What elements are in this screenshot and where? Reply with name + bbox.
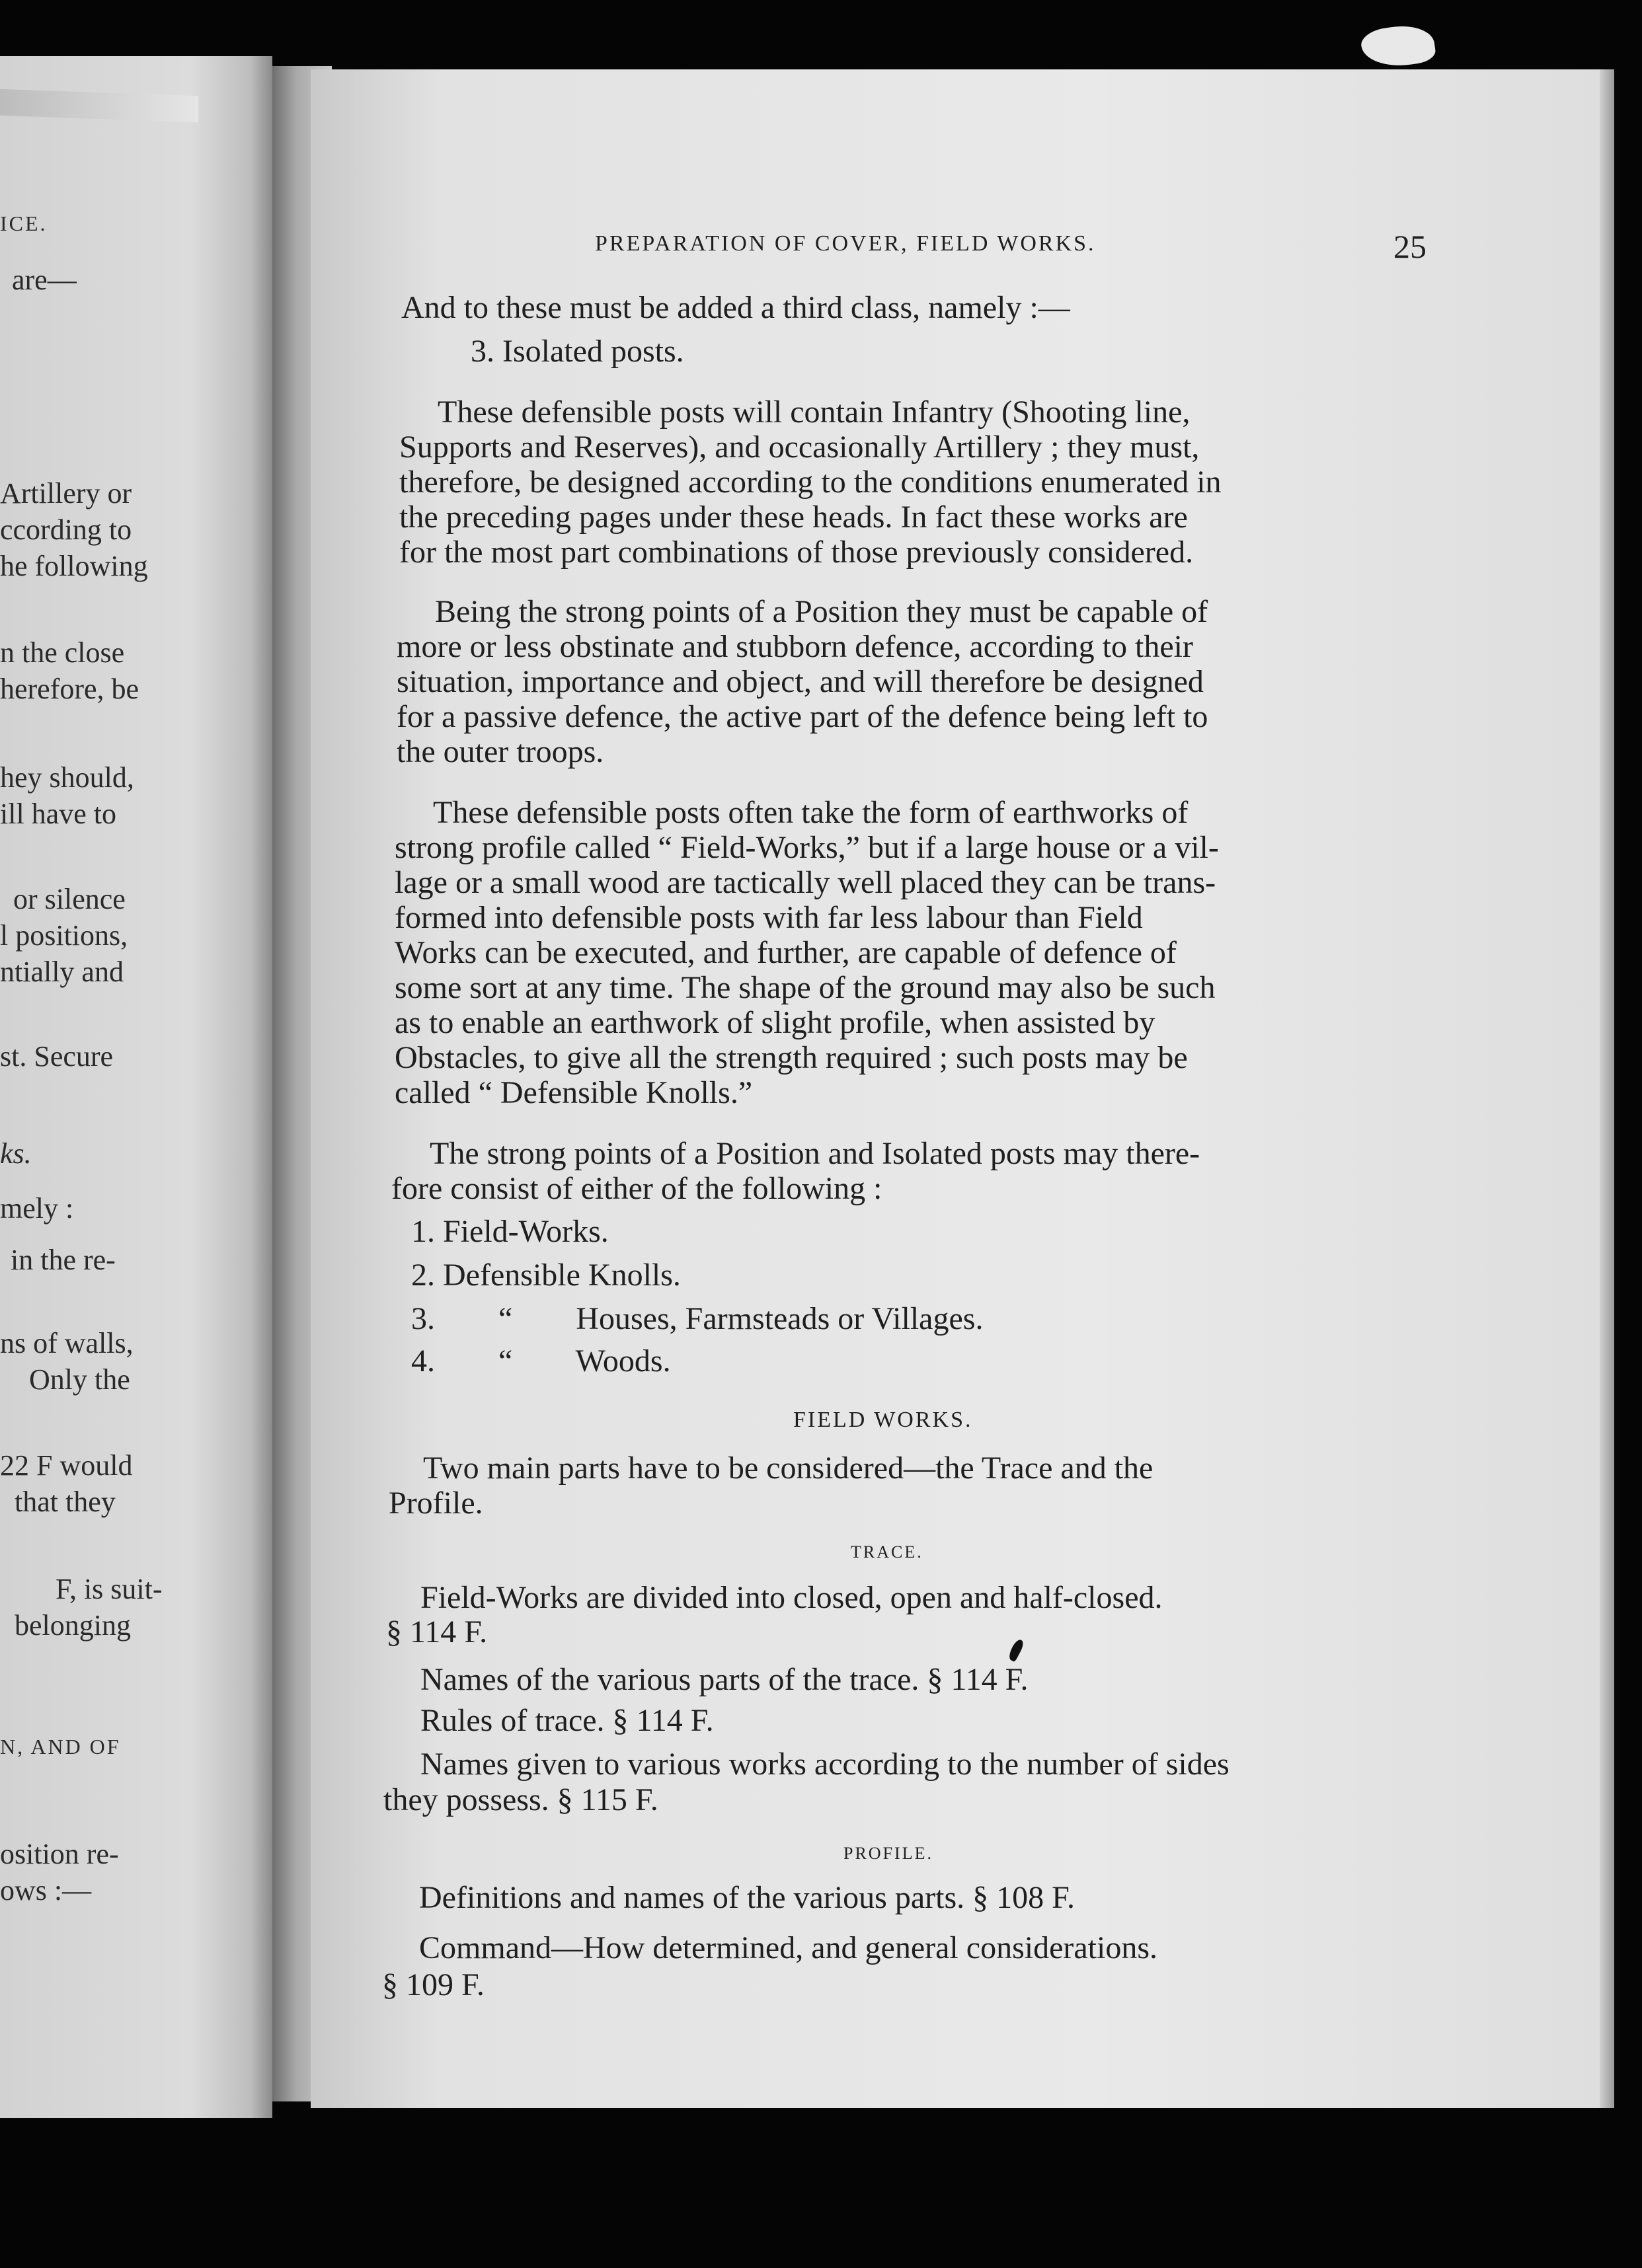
text-line: The strong points of a Position and Isolated posts may there- [430, 1136, 1200, 1171]
text-line: as to enable an earthwork of slight profile, when assisted by [395, 1005, 1155, 1040]
text-line: fore consist of either of the following : [391, 1171, 882, 1206]
text-line: situation, importance and object, and will therefore be designed [397, 664, 1204, 699]
text-line: some sort at any time. The shape of the ground may also be such [395, 970, 1216, 1005]
text-line: for a passive defence, the active part of the defence being left to [397, 699, 1208, 734]
text-line: Profile. [389, 1486, 483, 1521]
left-line: ks. [0, 1137, 32, 1170]
left-line: ntially and [0, 956, 124, 988]
text-line: the preceding pages under these heads. In fact these works are [399, 500, 1188, 535]
left-line: Only the [29, 1363, 130, 1396]
subsection-heading: PROFILE. [843, 1844, 933, 1863]
left-line: osition re- [0, 1838, 119, 1870]
left-line: Artillery or [0, 477, 132, 510]
left-line: N, AND OF [0, 1735, 121, 1758]
text-line: strong profile called “ Field-Works,” but if a large house or a vil- [395, 830, 1219, 865]
page-edge-shadow [1600, 69, 1614, 2108]
list-item: 3. “ Houses, Farmsteads or Villages. [411, 1301, 984, 1336]
text-line: Two main parts have to be considered—the Trace and the [423, 1451, 1153, 1486]
text-line: Command—How determined, and general considerations. [419, 1930, 1158, 1965]
left-line: st. Secure [0, 1040, 114, 1073]
text-line: Being the strong points of a Position they must be capable of [435, 594, 1208, 629]
text-line: Names given to various works according to the number of sides [420, 1747, 1230, 1782]
text-line: § 109 F. [382, 1967, 485, 2002]
page-edge-strip [0, 89, 198, 122]
left-line: n the close [0, 636, 125, 669]
left-line: ns of walls, [0, 1327, 134, 1359]
left-line: or silence [13, 883, 126, 915]
text-line: § 114 F. [386, 1614, 488, 1649]
previous-page-fragment [0, 56, 272, 2118]
left-line: l positions, [0, 919, 128, 952]
text-line: formed into defensible posts with far less labour than Field [395, 900, 1143, 935]
text-line: Obstacles, to give all the strength required ; such posts may be [395, 1040, 1188, 1075]
left-line: that they [15, 1486, 116, 1518]
text-line: Supports and Reserves), and occasionally Artillery ; they must, [399, 430, 1200, 465]
left-line: ows :— [0, 1874, 92, 1907]
list-item: 1. Field-Works. [411, 1214, 609, 1249]
left-line: he following [0, 550, 148, 582]
section-heading: FIELD WORKS. [793, 1408, 973, 1432]
text-line: These defensible posts will contain Infantry (Shooting line, [438, 395, 1191, 430]
text-line: Definitions and names of the various parts. § 108 F. [419, 1880, 1075, 1915]
left-line: ccording to [0, 513, 132, 546]
text-line: they possess. § 115 F. [383, 1782, 658, 1817]
left-line: in the re- [11, 1244, 116, 1276]
left-line: 22 F would [0, 1449, 133, 1482]
text-line: the outer troops. [397, 734, 604, 769]
left-line: ICE. [0, 211, 48, 235]
left-line: are— [12, 264, 77, 296]
text-line: lage or a small wood are tactically well placed they can be trans- [395, 865, 1216, 900]
text-line: Works can be executed, and further, are capable of defence of [395, 935, 1177, 970]
list-item: 2. Defensible Knolls. [411, 1258, 681, 1293]
page-number: 25 [1393, 228, 1427, 265]
subsection-heading: TRACE. [851, 1542, 923, 1562]
running-head: PREPARATION OF COVER, FIELD WORKS. [595, 231, 1096, 256]
left-line: hey should, [0, 761, 134, 794]
left-line: ill have to [0, 798, 116, 830]
text-line: And to these must be added a third class, namely :— [401, 290, 1070, 325]
left-line: herefore, be [0, 673, 139, 705]
text-line: These defensible posts often take the form of earthworks of [433, 795, 1189, 830]
text-line: called “ Defensible Knolls.” [395, 1075, 753, 1110]
text-line: Rules of trace. § 114 F. [420, 1703, 714, 1738]
torn-paper-corner [1359, 22, 1436, 71]
text-line: 3. Isolated posts. [471, 334, 684, 369]
list-item: 4. “ Woods. [411, 1343, 671, 1379]
left-line: mely : [0, 1192, 74, 1225]
text-line: therefore, be designed according to the conditions enumerated in [399, 465, 1222, 500]
text-line: Names of the various parts of the trace. § 114 F. [420, 1662, 1029, 1697]
left-line: belonging [15, 1609, 131, 1642]
left-line: F, is suit- [56, 1573, 163, 1605]
text-line: more or less obstinate and stubborn defence, according to their [397, 629, 1193, 664]
text-line: Field-Works are divided into closed, open and half-closed. [420, 1580, 1163, 1615]
text-line: for the most part combinations of those previously considered. [399, 535, 1194, 570]
